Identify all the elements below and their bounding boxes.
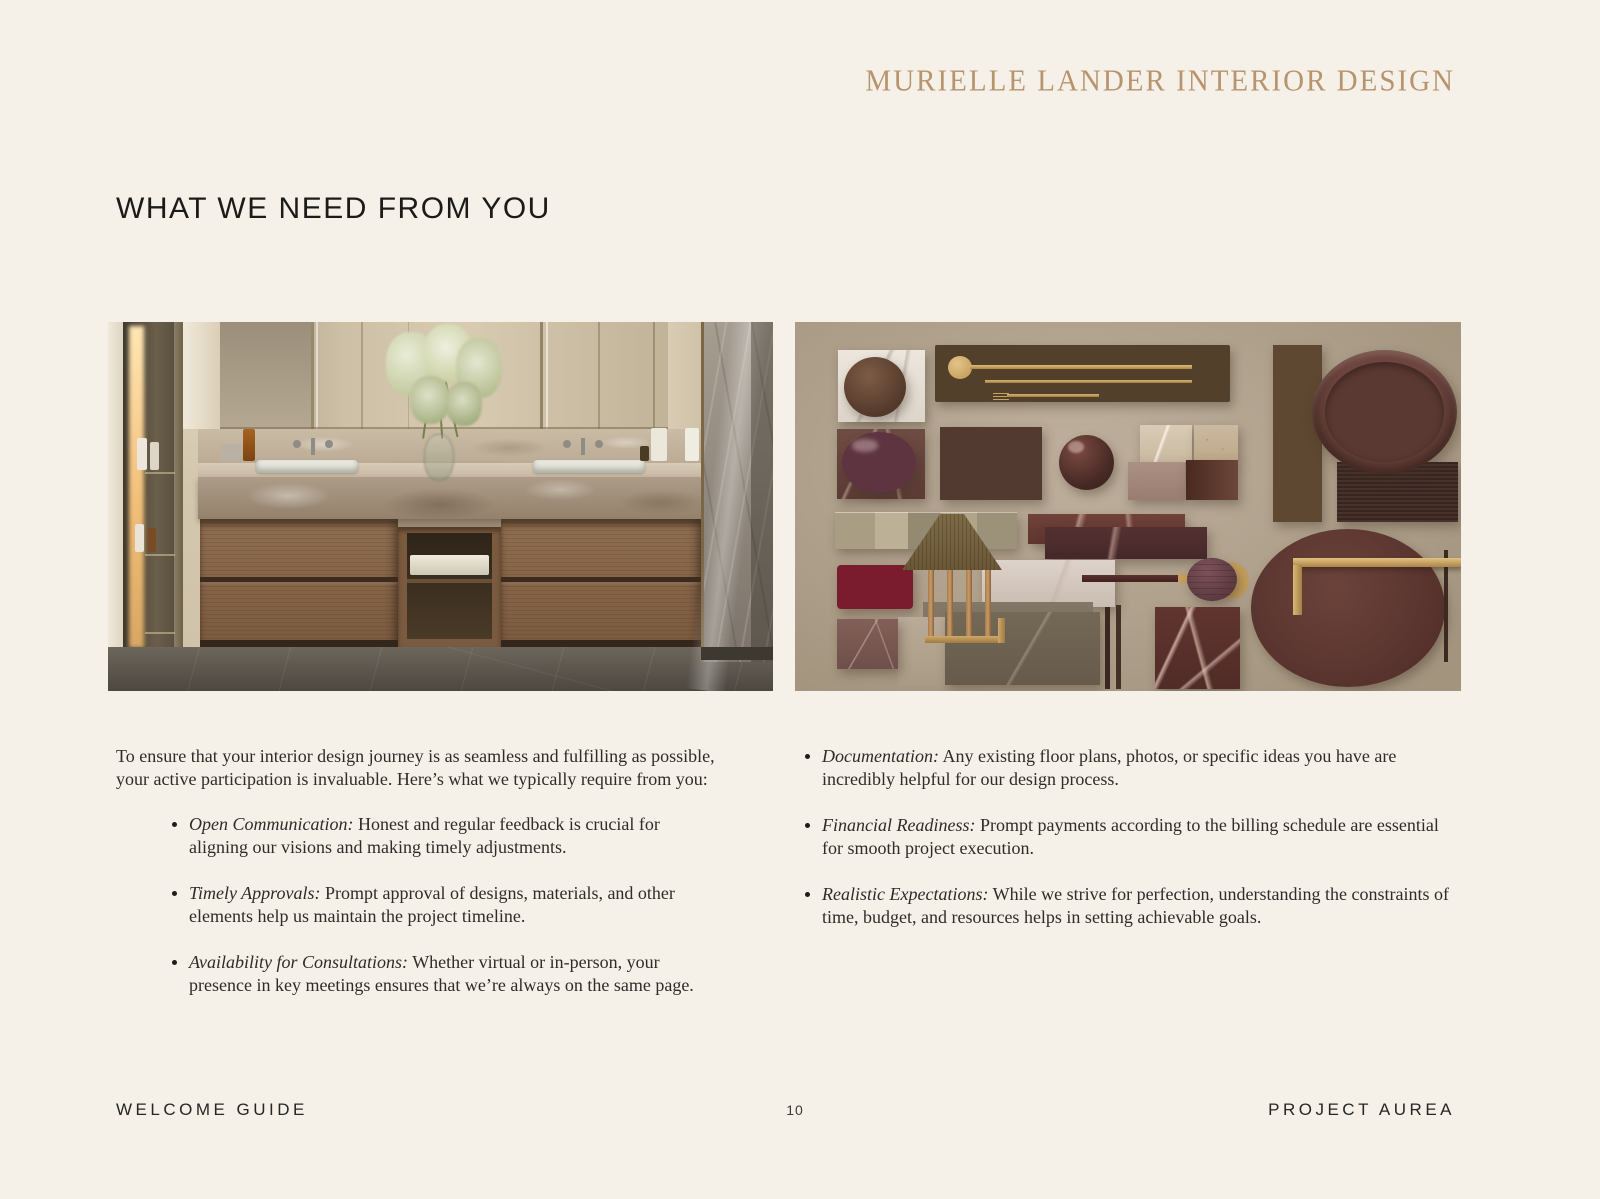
brass-fork-handle [1007,394,1099,397]
bullet-realistic-expectations: Realistic Expectations: While we strive for perfection, understanding the constraints of time, budget, and resources helps in setting achievable goals. [805,883,1453,929]
bullet-dot [172,822,177,827]
towel [410,555,489,575]
drawer-divider [200,577,398,582]
stone-floor [108,647,773,691]
brass-bracket-foot [998,618,1005,643]
bullet-documentation: Documentation: Any existing floor plans, photos, or specific ideas you have are incredibly helpful for our design process. [805,745,1453,791]
glass-shelf [145,632,175,634]
faucet-left [291,436,335,462]
open-shelf-unit [398,527,501,647]
brass-rod [985,380,1192,383]
dark-rosso-plank [1045,527,1207,559]
brass-bracket [925,636,1005,643]
wood-stick [1116,605,1121,689]
brown-stone-disc [844,357,906,417]
bullet-timely-approvals: Timely Approvals: Prompt approval of designs, materials, and other elements help us maintain the project timeline. [172,882,702,928]
bullet-dot [172,891,177,896]
glossy-plum-dome [842,432,916,493]
cream-marble-tile [1140,425,1192,462]
bottle [148,528,156,552]
small-bottle [640,446,649,461]
bullet-open-communication: Open Communication: Honest and regular feedback is crucial for aligning our visions and making timely adjustments. [172,813,702,859]
mirror-seam [540,322,543,429]
glossy-maroon-sphere [1059,435,1114,490]
grooved-plum-knob [1187,558,1237,601]
shelf-niche [123,322,183,656]
blossom-cluster [446,382,482,426]
led-strip-glow [129,326,144,648]
mauve-tile [1128,462,1185,500]
right-bullet-list [805,745,1453,929]
oxblood-round-tray [1251,529,1445,687]
copper-prong [985,570,991,636]
left-wall [108,322,123,691]
brass-towel-bar [1293,558,1461,567]
copper-prong [947,570,953,636]
wood-stick [1105,607,1110,689]
tall-bottle [685,428,699,461]
cream-marble-plank [982,560,1115,607]
drawer-divider [501,577,701,582]
glass-shelf [145,472,175,474]
bathroom-photo [108,322,773,691]
vanity-cabinet-left [200,519,398,647]
faucet-right [561,436,605,462]
burgundy-velvet-swatch [837,565,913,609]
right-text-column [805,745,1465,952]
vanity-cabinet-right [501,519,701,647]
flower-arrangement [358,324,518,484]
mirror-reflection-panel [220,322,311,429]
oxblood-tile [1186,460,1238,500]
brass-spoon [948,356,972,379]
vertical-wood-plank [1273,345,1322,522]
shower-curb [701,647,773,660]
glass-shelf [145,554,175,556]
shower-wall [701,322,773,662]
bullet-financial-readiness: Financial Readiness: Prompt payments according to the billing schedule are essential for smooth project execution. [805,814,1453,860]
plum-stone-tile [837,619,898,669]
shelf-opening [407,533,492,639]
left-text-column [116,745,752,1020]
brand-logotype: MURIELLE LANDER INTERIOR DESIGN [865,64,1455,98]
mirror-seam [311,322,314,429]
travertine-tile [1194,425,1238,462]
page-title: WHAT WE NEED FROM YOU [116,192,551,225]
cabinet-base [501,640,701,647]
veined-brown-marble [940,427,1042,500]
pump-bottle [651,428,667,461]
bullet-availability: Availability for Consultations: Whether virtual or in-person, your presence in key meetings ensures that we’re always on the same page. [172,951,702,997]
wall-corner [183,322,220,429]
bottle [135,524,144,552]
niche-frame [174,322,183,656]
oxblood-bowl [1312,350,1457,474]
mirror-seam [598,322,600,429]
brass-spoon-handle [970,365,1192,369]
amber-bottle [243,429,255,461]
rosso-levanto-square [1155,607,1240,689]
copper-prong [966,570,972,636]
blossom-cluster [410,376,450,424]
mirror-seam [546,322,548,429]
left-bullet-list [172,813,702,997]
burgundy-wand [1082,575,1182,582]
moodboard-photo [795,322,1461,691]
bottle [137,438,147,470]
shelf-board [407,579,492,583]
brass-bar-leg [1293,565,1302,615]
bullet-dot [805,754,810,759]
shower-interior-shadow [751,322,773,662]
wall-right-of-mirror [668,322,701,429]
glass-vase [424,434,454,481]
copper-prong [928,570,934,636]
page-number: 10 [786,1102,804,1118]
mirror-seam [653,322,655,429]
bullet-dot [172,960,177,965]
intro-paragraph: To ensure that your interior design journey is as seamless and fulfilling as possible, your active participation is invaluable. Here’s what we typically require from you: [116,746,715,789]
bullet-dot [805,823,810,828]
jar [221,444,241,461]
brass-ring [1178,574,1187,583]
bottle [150,442,159,470]
mirror-seam [316,322,318,429]
bullet-dot [805,892,810,897]
footer-project-name: PROJECT AUREA [1268,1100,1455,1119]
cabinet-base [200,640,398,647]
footer-document-name: WELCOME GUIDE [116,1100,308,1119]
